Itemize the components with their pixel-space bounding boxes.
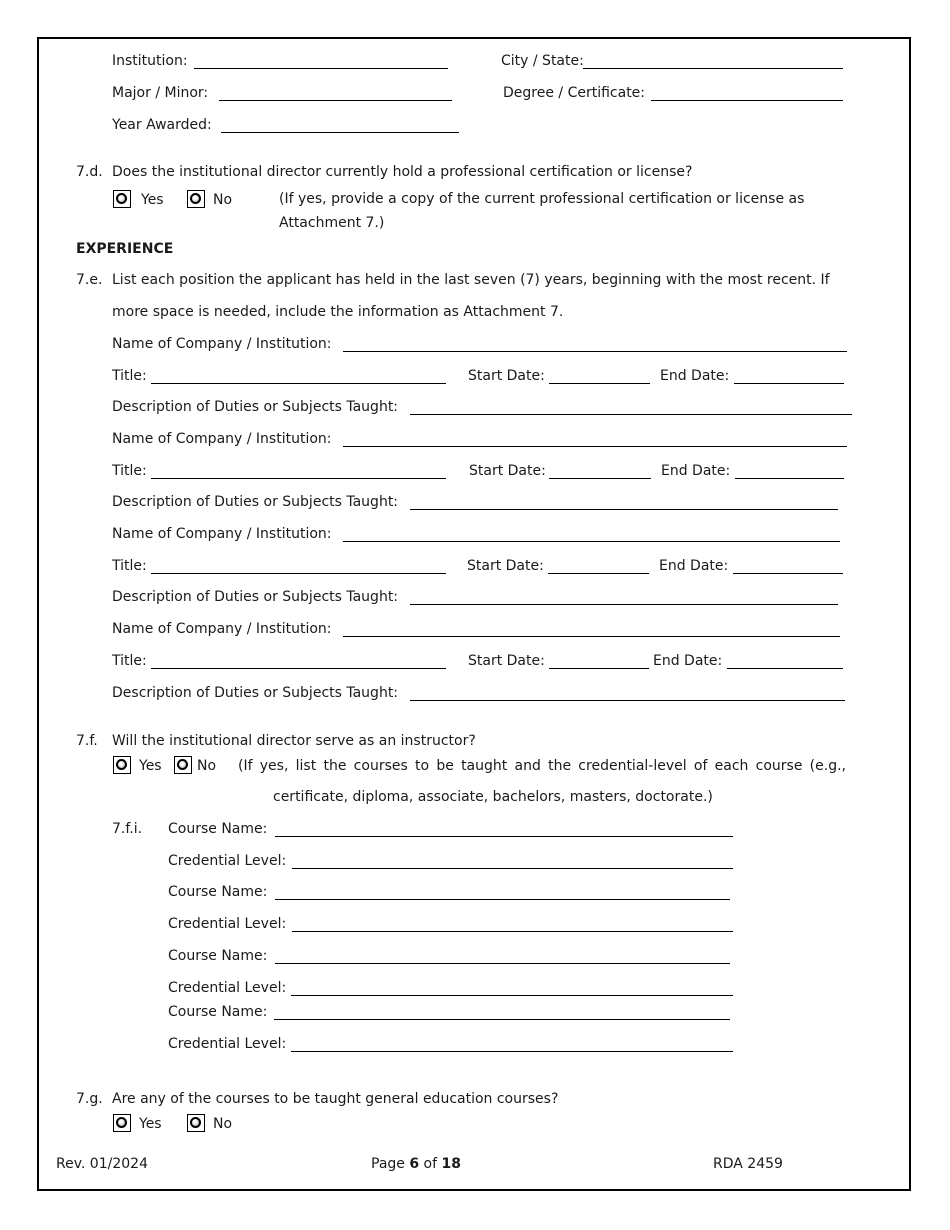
q7d-no-radio[interactable] (187, 190, 205, 208)
duties-field[interactable] (410, 700, 845, 701)
end-date-label: End Date: (653, 653, 723, 669)
duties-field[interactable] (410, 509, 838, 510)
company-label: Name of Company / Institution: (112, 431, 332, 447)
year-awarded-field[interactable] (221, 132, 459, 133)
q7d-question: Does the institutional director currently hold a professional certification or license? (112, 164, 693, 180)
duties-label: Description of Duties or Subjects Taught: (112, 399, 399, 415)
q7g-question: Are any of the courses to be taught general education courses? (112, 1091, 559, 1107)
title-label: Title: (112, 653, 147, 669)
start-date-field[interactable] (548, 573, 649, 574)
q7f-yes-radio[interactable] (113, 756, 131, 774)
q7f-yes-label: Yes (139, 758, 162, 774)
course-name-field[interactable] (275, 899, 730, 900)
degree-field[interactable] (651, 100, 843, 101)
company-label: Name of Company / Institution: (112, 621, 332, 637)
course-name-label: Course Name: (168, 821, 268, 837)
footer-form-id: RDA 2459 (713, 1156, 783, 1172)
title-label: Title: (112, 558, 147, 574)
duties-field[interactable] (410, 414, 852, 415)
q7d-no-label: No (213, 192, 233, 208)
q7f-no-radio[interactable] (174, 756, 192, 774)
credential-level-label: Credential Level: (168, 1036, 287, 1052)
credential-level-field[interactable] (292, 931, 733, 932)
course-name-field[interactable] (274, 1019, 730, 1020)
start-date-field[interactable] (549, 668, 649, 669)
footer-page-of: of (419, 1156, 442, 1172)
credential-level-field[interactable] (291, 995, 733, 996)
company-field[interactable] (343, 446, 847, 447)
q7d-yes-radio[interactable] (113, 190, 131, 208)
end-date-field[interactable] (735, 478, 844, 479)
footer-page-current: 6 (409, 1156, 420, 1172)
company-field[interactable] (343, 351, 847, 352)
duties-label: Description of Duties or Subjects Taught: (112, 589, 399, 605)
start-date-field[interactable] (549, 383, 650, 384)
experience-heading: EXPERIENCE (76, 241, 174, 257)
company-label: Name of Company / Institution: (112, 526, 332, 542)
title-field[interactable] (151, 383, 446, 384)
course-name-label: Course Name: (168, 948, 268, 964)
end-date-label: End Date: (659, 558, 729, 574)
company-field[interactable] (343, 636, 840, 637)
start-date-label: Start Date: (468, 368, 545, 384)
major-minor-field[interactable] (219, 100, 452, 101)
footer-page-number (371, 1155, 461, 1173)
credential-level-label: Credential Level: (168, 853, 287, 869)
institution-field[interactable] (194, 68, 448, 69)
title-field[interactable] (151, 668, 446, 669)
q7f-question: Will the institutional director serve as an instructor? (112, 733, 476, 749)
company-field[interactable] (343, 541, 840, 542)
course-name-label: Course Name: (168, 1004, 268, 1020)
credential-level-label: Credential Level: (168, 980, 287, 996)
course-name-label: Course Name: (168, 884, 268, 900)
q7fi-number: 7.f.i. (112, 821, 143, 837)
q7e-instruction-line-1: List each position the applicant has held in the last seven (7) years, beginning with the most recent. If (112, 272, 830, 288)
q7g-yes-radio[interactable] (113, 1114, 131, 1132)
q7g-yes-label: Yes (139, 1116, 162, 1132)
institution-label: Institution: (112, 53, 188, 69)
course-name-field[interactable] (275, 836, 733, 837)
q7f-note-line-1: (If yes, list the courses to be taught and the credential-level of each course (e.g., (238, 758, 846, 774)
start-date-label: Start Date: (467, 558, 544, 574)
q7g-no-radio[interactable] (187, 1114, 205, 1132)
start-date-label: Start Date: (468, 653, 545, 669)
credential-level-label: Credential Level: (168, 916, 287, 932)
q7d-number: 7.d. (76, 164, 103, 180)
end-date-label: End Date: (660, 368, 730, 384)
city-state-field[interactable] (583, 68, 843, 69)
q7e-number: 7.e. (76, 272, 103, 288)
title-field[interactable] (151, 573, 446, 574)
end-date-field[interactable] (727, 668, 843, 669)
credential-level-field[interactable] (291, 1051, 733, 1052)
duties-label: Description of Duties or Subjects Taught: (112, 494, 399, 510)
footer-page-word: Page (371, 1156, 410, 1172)
footer-page-total: 18 (441, 1156, 461, 1172)
start-date-field[interactable] (549, 478, 651, 479)
duties-label: Description of Duties or Subjects Taught: (112, 685, 399, 701)
major-minor-label: Major / Minor: (112, 85, 209, 101)
title-label: Title: (112, 463, 147, 479)
duties-field[interactable] (410, 604, 838, 605)
q7f-note-line-2: certificate, diploma, associate, bachelors, masters, doctorate.) (273, 789, 713, 805)
company-label: Name of Company / Institution: (112, 336, 332, 352)
q7d-yes-label: Yes (141, 192, 164, 208)
title-field[interactable] (151, 478, 446, 479)
end-date-label: End Date: (661, 463, 731, 479)
credential-level-field[interactable] (292, 868, 733, 869)
q7f-number: 7.f. (76, 733, 98, 749)
q7e-instruction-line-2: more space is needed, include the information as Attachment 7. (112, 304, 564, 320)
footer-revision: Rev. 01/2024 (56, 1156, 148, 1172)
degree-label: Degree / Certificate: (503, 85, 646, 101)
q7f-no-label: No (197, 758, 217, 774)
start-date-label: Start Date: (469, 463, 546, 479)
end-date-field[interactable] (733, 573, 843, 574)
q7g-number: 7.g. (76, 1091, 103, 1107)
course-name-field[interactable] (275, 963, 730, 964)
year-awarded-label: Year Awarded: (112, 117, 212, 133)
q7g-no-label: No (213, 1116, 233, 1132)
q7d-note: (If yes, provide a copy of the current professional certification or license as Attachment 7.) (279, 191, 805, 231)
end-date-field[interactable] (734, 383, 844, 384)
city-state-label: City / State: (501, 53, 584, 69)
title-label: Title: (112, 368, 147, 384)
